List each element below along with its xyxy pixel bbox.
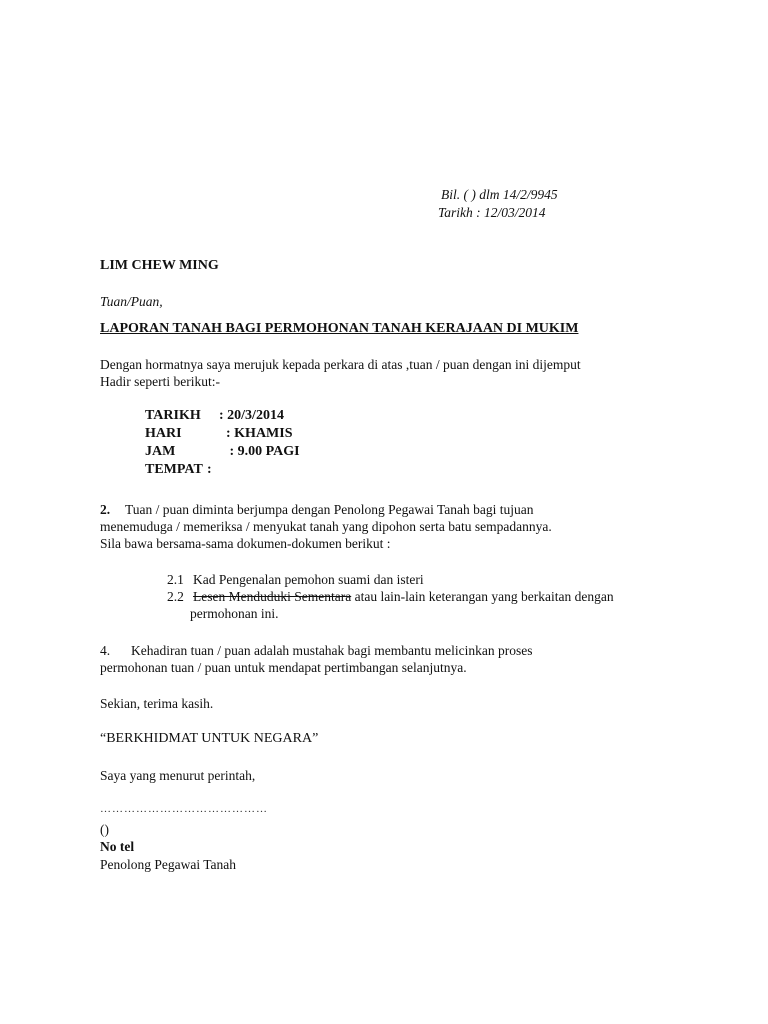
struck-document-text: Lesen Menduduki Sementara	[193, 589, 352, 604]
closing-line: Sekian, terima kasih.	[100, 696, 214, 711]
detail-time	[145, 444, 300, 460]
detail-place	[145, 462, 212, 478]
document-item-number: 2.1	[167, 572, 184, 587]
paragraph-2-line	[100, 501, 552, 518]
paragraph-2-number: 2.	[100, 502, 111, 517]
paragraph-1-line: Hadir seperti berikut:-	[100, 374, 220, 389]
document-item-number: 2.2	[167, 589, 184, 604]
paragraph-4	[100, 642, 533, 676]
paragraph-4-line	[100, 642, 533, 659]
subject-line: LAPORAN TANAH BAGI PERMOHONAN TANAH KERAJAAN DI MUKIM	[100, 321, 579, 336]
paragraph-1	[100, 356, 581, 390]
detail-date	[145, 408, 284, 424]
detail-date-label: TARIKH	[145, 408, 201, 423]
paragraph-4-line: permohonan tuan / puan untuk mendapat pertimbangan selanjutnya.	[100, 660, 467, 675]
phone-label: No tel	[100, 839, 135, 854]
recipient-name: LIM CHEW MING	[100, 258, 219, 273]
reference-number: Bil. ( ) dlm 14/2/9945	[441, 187, 558, 202]
detail-date-value: : 20/3/2014	[219, 408, 284, 423]
paragraph-2	[100, 501, 552, 552]
signature-line: ……………………………………	[100, 803, 268, 815]
detail-place-label: TEMPAT	[145, 462, 203, 477]
document-item-text: atau lain-lain keterangan yang berkaitan dengan	[351, 589, 614, 604]
detail-day-value: : KHAMIS	[226, 426, 293, 441]
document-item-text: Kad Pengenalan pemohon suami dan isteri	[193, 572, 424, 587]
paragraph-2-text: Tuan / puan diminta berjumpa dengan Penolong Pegawai Tanah bagi tujuan	[125, 502, 534, 517]
document-item-2-continuation: permohonan ini.	[190, 606, 279, 621]
letter-date: Tarikh : 12/03/2014	[438, 205, 546, 220]
detail-time-value: : 9.00 PAGI	[226, 444, 300, 459]
paragraph-1-line: Dengan hormatnya saya merujuk kepada perkara di atas ,tuan / puan dengan ini dijemput	[100, 357, 581, 372]
paragraph-2-line: menemuduga / memeriksa / menyukat tanah yang dipohon serta batu sempadannya.	[100, 519, 552, 534]
detail-place-value: :	[207, 462, 212, 477]
salutation: Tuan/Puan,	[100, 294, 163, 309]
paragraph-2-line: Sila bawa bersama-sama dokumen-dokumen berikut :	[100, 536, 391, 551]
motto: “BERKHIDMAT UNTUK NEGARA”	[100, 731, 319, 746]
paragraph-4-text: Kehadiran tuan / puan adalah mustahak bagi membantu melicinkan proses	[131, 643, 533, 658]
signatory-title: Penolong Pegawai Tanah	[100, 857, 237, 872]
document-item-2	[167, 588, 614, 605]
detail-day-label: HARI	[145, 426, 182, 441]
detail-time-label: JAM	[145, 444, 176, 459]
signatory-name: ()	[100, 822, 109, 837]
detail-day	[145, 426, 293, 442]
paragraph-4-number: 4.	[100, 643, 111, 658]
sign-off: Saya yang menurut perintah,	[100, 768, 256, 783]
document-item-1	[167, 571, 424, 588]
